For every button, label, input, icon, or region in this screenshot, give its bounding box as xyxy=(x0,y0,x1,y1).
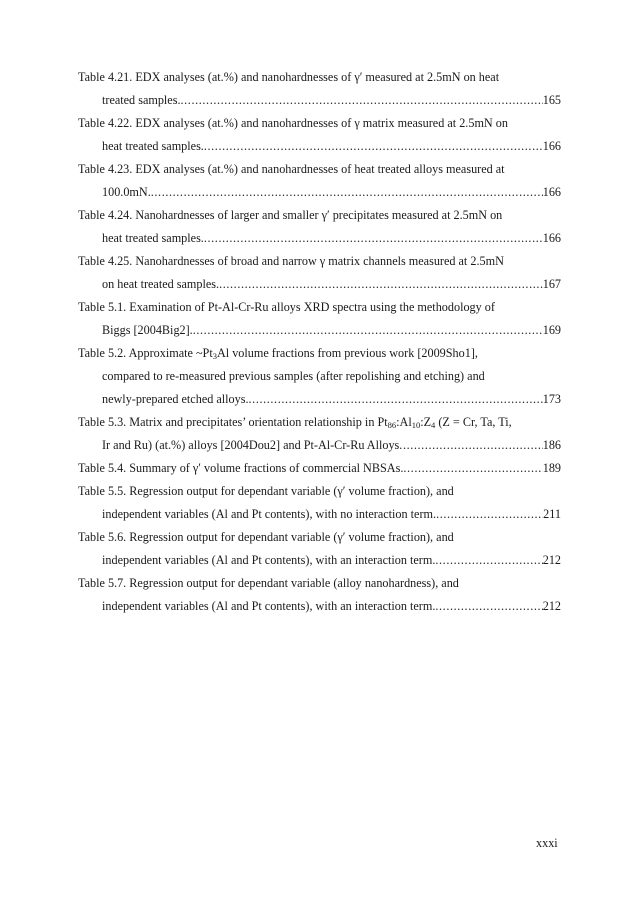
toc-entry-table-4-23[interactable] xyxy=(78,158,561,204)
entry-title: Table 5.6. Regression output for dependant variable (γ′ volume fraction), and xyxy=(78,530,454,544)
entry-title-continued: heat treated samples. ..... 166 xyxy=(78,227,561,250)
entry-title-continued: Ir and Ru) (at.%) alloys [2004Dou2] and Pt-Al-Cr-Ru Alloys ..... 186 xyxy=(78,434,561,457)
entry-title-continued: on heat treated samples. ..... 167 xyxy=(78,273,561,296)
dot-leader xyxy=(151,181,543,204)
entry-title: Table 4.22. EDX analyses (at.%) and nanohardnesses of γ matrix measured at 2.5mN on xyxy=(78,116,508,130)
entry-title-continued: independent variables (Al and Pt contents), with an interaction term. ..... 212 xyxy=(78,549,561,572)
page-ref: 166 xyxy=(542,185,561,199)
dot-leader xyxy=(403,457,542,480)
page-ref: 166 xyxy=(542,139,561,153)
entry-title-continued: independent variables (Al and Pt contents), with an interaction term. ..... 212 xyxy=(78,595,561,618)
page-ref: 167 xyxy=(542,277,561,291)
entry-title: Table 5.3. Matrix and precipitates’ orientation relationship in $Pt_{86}:Al_{10}:Z_4$ (Z = Cr, Ta, Ti, xyxy=(78,415,512,430)
entry-title: Table 5.4. Summary of γ′ volume fractions of commercial NBSAs. ..... 189 xyxy=(78,457,561,480)
entry-title: Table 4.23. EDX analyses (at.%) and nanohardnesses of heat treated alloys measured at xyxy=(78,162,505,176)
toc-entry-table-5-2[interactable] xyxy=(78,342,561,411)
toc-entry-table-5-7[interactable] xyxy=(78,572,561,618)
entry-title: Table 5.2. Approximate $\sim Pt_3Al$ volume fractions from previous work [2009Sho1], xyxy=(78,346,478,361)
toc-entry-table-5-1[interactable] xyxy=(78,296,561,342)
entry-title: Table 5.5. Regression output for dependant variable (γ′ volume fraction), and xyxy=(78,484,454,498)
toc-entry-table-4-24[interactable] xyxy=(78,204,561,250)
entry-title: Table 5.7. Regression output for dependant variable (alloy nanohardness), and xyxy=(78,576,459,590)
entry-title-continued: independent variables (Al and Pt contents), with no interaction term. ..... 211 xyxy=(78,503,561,526)
toc-entry-table-5-3[interactable] xyxy=(78,411,561,457)
page-ref: 212 xyxy=(542,553,561,567)
entry-title-continued: newly-prepared etched alloys. ..... 173 xyxy=(78,388,561,411)
page-ref: 165 xyxy=(542,93,561,107)
dot-leader xyxy=(219,273,543,296)
toc-entry-table-4-21[interactable] xyxy=(78,66,561,112)
toc-entry-table-5-5[interactable] xyxy=(78,480,561,526)
entry-title-continued: heat treated samples. ..... 166 xyxy=(78,135,561,158)
list-of-tables xyxy=(78,66,561,618)
page-ref: 211 xyxy=(543,507,561,521)
entry-title-continued: compared to re-measured previous samples (after repolishing and etching) and xyxy=(102,369,485,383)
page-ref: 186 xyxy=(542,438,561,452)
entry-title: Table 5.1. Examination of Pt-Al-Cr-Ru alloys XRD spectra using the methodology of xyxy=(78,300,495,314)
dot-leader xyxy=(193,319,543,342)
entry-title: Table 4.24. Nanohardnesses of larger and smaller γ′ precipitates measured at 2.5mN on xyxy=(78,208,503,222)
dot-leader xyxy=(204,135,543,158)
page-ref: 212 xyxy=(542,599,561,613)
entry-title-continued: Biggs [2004Big2]. ..... 169 xyxy=(78,319,561,342)
dot-leader xyxy=(435,595,542,618)
dot-leader xyxy=(204,227,543,250)
page-ref: 189 xyxy=(542,461,561,475)
toc-entry-table-4-22[interactable] xyxy=(78,112,561,158)
page-ref: 173 xyxy=(542,392,561,406)
entry-title-continued: treated samples. ..... 165 xyxy=(78,89,561,112)
entry-title-continued: 100.0mN. ..... 166 xyxy=(78,181,561,204)
dot-leader xyxy=(435,549,542,572)
dot-leader xyxy=(249,388,543,411)
page-ref: 166 xyxy=(542,231,561,245)
dot-leader xyxy=(181,89,543,112)
page-ref: 169 xyxy=(542,323,561,337)
dot-leader xyxy=(399,434,542,457)
entry-title: Table 4.25. Nanohardnesses of broad and narrow γ matrix channels measured at 2.5mN xyxy=(78,254,504,268)
dot-leader xyxy=(436,503,543,526)
toc-entry-table-4-25[interactable] xyxy=(78,250,561,296)
page-number: xxxi xyxy=(536,836,558,850)
entry-title: Table 4.21. EDX analyses (at.%) and nanohardnesses of γ′ measured at 2.5mN on heat xyxy=(78,70,500,84)
toc-entry-table-5-4[interactable] xyxy=(78,457,561,480)
toc-entry-table-5-6[interactable] xyxy=(78,526,561,572)
